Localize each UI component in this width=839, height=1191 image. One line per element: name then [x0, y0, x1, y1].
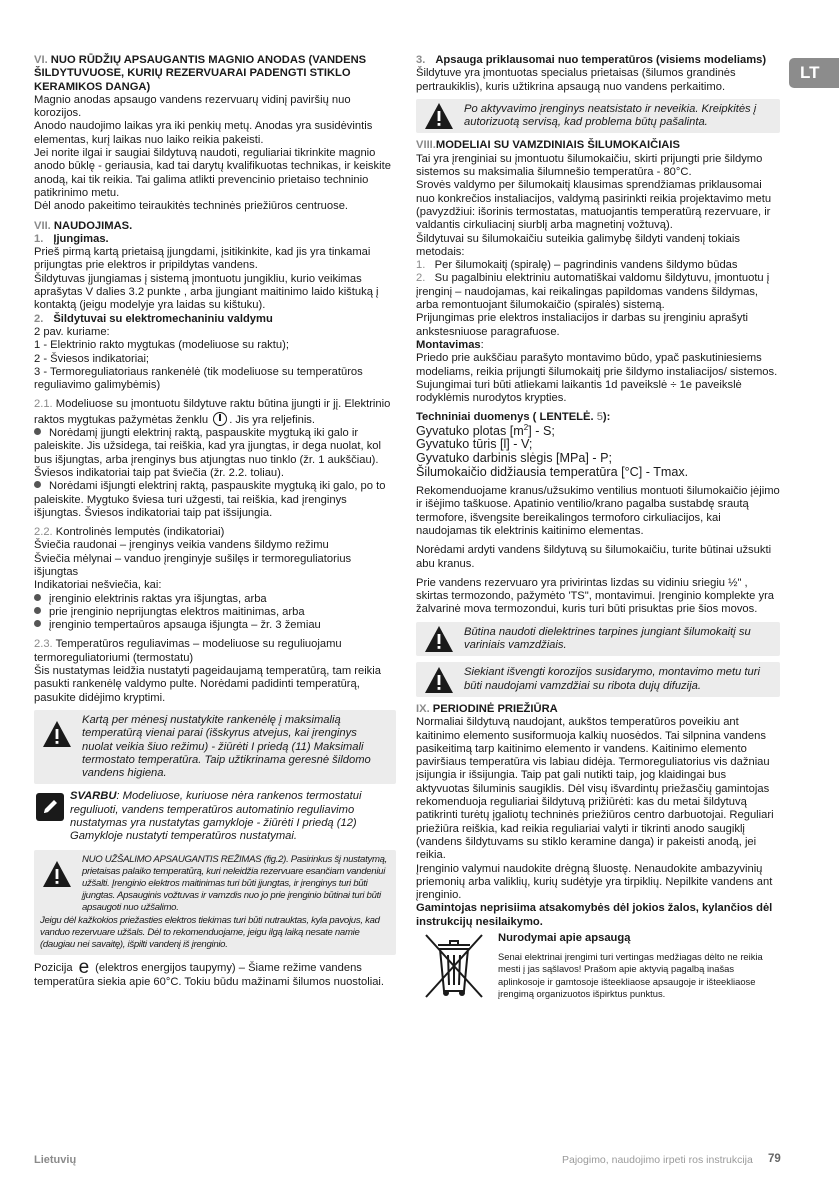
- paragraph: Magnio anodas apsaugo vandens rezervuarų vidinį paviršių nuo korozijos.: [34, 93, 351, 120]
- paragraph: 2.3. Temperatūros reguliavimas – modeliuose su reguliuojamu termoreguliatoriumi (termostatu): [34, 638, 342, 664]
- env-text: Senai elektrinai įrengimi turi vertingas medžiagas dėlto ne reikia mesti į jas sąšlavos! Prašom apie aktyvią pagalbą inašas aplinkosoje ir gamtosoje išteekliaose apsaugoje ir išteekliaose įrengimą organizuotos išpirktus punktus.: [498, 951, 763, 1000]
- bullet-icon: [34, 620, 41, 627]
- bullet-icon: [34, 428, 41, 435]
- paragraph: Šildytuve yra įmontuotas specialus prietaisas (šilumos grandinės pertraukiklis), kuris užtikrina apsaugą nuo vandens perkaitimo.: [416, 67, 736, 93]
- eco-symbol: e: [78, 957, 90, 979]
- footer-language: Lietuvių: [34, 1154, 77, 1166]
- paragraph: Prieš pirmą kartą prietaisą įjungdami, įsitikinkite, kad jis yra tinkamai prijungtas prie elektros ir pripildytas vandens.: [34, 246, 371, 272]
- bullet-icon: [34, 594, 41, 601]
- paragraph: Priedo prie aukščiau parašyto montavimo būdo, ypač paskutiniesiems modeliams, reikia prijungti šilumokaitį prie šildymo instaliacijos/ sistemos. Sujungimai turi būti atliekami laikantis 1d paveikslė ÷ 1e paveikslė rodyklėmis nurodytos krypties.: [416, 352, 778, 405]
- pencil-icon: [36, 793, 64, 821]
- recycling-notice: [416, 931, 780, 1003]
- tech-line: Gyvatuko plotas $[m^2]$ - S;: [416, 422, 555, 438]
- warning-icon: [424, 625, 454, 653]
- paragraph: Normaliai šildytuvą naudojant, aukštos temperatūros poveikiu ant kaitinimo elemento susiformuoja kalkių nuosėdos. Tai silpnina vandens pasikeitimą tarp kaitinimo elemento ir vandens. Kaitinimo elemento paviršiaus temperatūra vis labiau didėja. Termoreguliatorius vis dažniau įsijungia ir išsijungia. Taip pat gali nutikti taip, jog klaidingai bus aktyvuotas šiluminis saugiklis. Dėl visų išvardintų priežasčių gamintojas rekomenduoja reguliariai šildytuvą prižiūrėti: kas du metai šildytuvą patikrinti turėtų įgaliotų techninės priežiūros centro darbuotojai. Reguliari priežiūra reiškia, kad reikia reguliariai valyti ir tikrinti anodo saugiklį (vandens šildytuvams su stiklo keramine danga) ir pakeisti anodą, jei reikia.: [416, 716, 774, 862]
- paragraph: Anodo naudojimo laikas yra iki penkių metų. Anodas yra susidėvintis elementas, kurį laikas nuo laiko reikia pakeisti.: [34, 120, 373, 146]
- warning-icon: [424, 102, 454, 130]
- subheading: Montavimas:: [416, 338, 484, 351]
- section-8-heading: VIII.MODELIAI SU VAMZDINIAIS ŠILUMOKAIČIAIS: [416, 139, 680, 152]
- list-item: įrenginio elektrinis raktas yra išjungtas, arba: [34, 593, 396, 606]
- page-number: 79: [768, 1153, 781, 1165]
- left-column: [34, 54, 396, 989]
- list-item: 2. Su pagalbiniu elektriniu automatiškai valdomu šildytuvu, įmontuotu į įrenginį – naudojamas, kai reikalingas papildomas vandens šildymas, arba remontuojant šilumokaičio (spiralės) sistemą.: [416, 272, 770, 312]
- list-line: Indikatoriai nešviečia, kai:: [34, 579, 162, 592]
- paragraph: Šildytuvas įjungiamas į sistemą įmontuotu jungikliu, kurio veikimas aprašytas V dalies 3.2 punkte , arba įjungiant maitinimo laido kištuką į kontaktą (jeigu modelyje yra laidas su kištuku).: [34, 272, 379, 312]
- subsection-heading: 3. Apsauga priklausomai nuo temperatūros (visiems modeliams): [416, 54, 767, 66]
- list-item: Norėdami išjungti elektrinį raktą, paspauskite mygtuką iki galo, po to paleiskite. Mygtuko šviesa turi užgesti, tai reiškia, kad įrenginys išjungtas. Šviesos indikatoriai taip pat išsijungia.: [34, 480, 386, 519]
- crossed-bin-icon: [416, 931, 492, 1003]
- section-9-heading: IX. PERIODINĖ PRIEŽIŪRA: [416, 702, 558, 715]
- list-line: 2 - Šviesos indikatoriai;: [34, 352, 150, 365]
- paragraph: Rekomenduojame kranus/užsukimo ventilius montuoti šilumokaičio įėjimo ir išėjimo taškuose. Apatinio ventilio/krano pagalba sustabdę srautą termofore, išvengsite bereikalingos termoforo cirkuliacijos, kai naudojamas tik elektrinis kaitinimo elementas.: [416, 485, 780, 537]
- warning-icon: [42, 860, 72, 888]
- list-item: prie įrenginio neprijungtas elektros maitinimas, arba: [34, 606, 396, 619]
- paragraph: Prijungimas prie elektros instaliacijos ir darbas su įrenginiu aprašyti ankstesniuose paragrafuose.: [416, 312, 749, 338]
- list-line: 2 pav. kuriame:: [34, 325, 110, 338]
- env-title: Nurodymai apie apsaugą: [498, 932, 631, 944]
- list-item: Norėdamį įjungti elektrinį raktą, paspauskite mygtuką iki galo ir paleiskite. Jis užsidega, tai reiškia, kad yra įjungtas, ir dega nuolat, kol bus išjungtas, arba įrenginys bus atjungtas nuo tinklo (žr. 1 aukščiau). Šviesos indikatoriai taip pat šviečia (žr. 2.2. toliau).: [34, 427, 381, 479]
- bullet-icon: [34, 481, 41, 488]
- list-line: Šviečia raudonai – įrenginys veikia vandens šildymo režimu: [34, 539, 329, 552]
- list-item: įrenginio tempertaūros apsauga išjungta – žr. 3 žemiau: [34, 619, 396, 632]
- bullet-icon: [34, 607, 41, 614]
- paragraph: 2.2. Kontrolinės lemputės (indikatoriai): [34, 526, 225, 539]
- list-line: 1 - Elektrinio rakto mygtukas (modeliuose su raktu);: [34, 339, 289, 352]
- paragraph: Tai yra įrenginiai su įmontuotu šilumokaičiu, skirti prijungti prie šildymo sistemos su maksimalia šilumnešio temperatūra - 80°C.: [416, 152, 763, 179]
- warning-box: Siekiant išvengti korozijos susidarymo, montavimo metu turi būti naudojami vamzdžiai su ribota dujų difuzija.: [416, 662, 780, 697]
- bold-note: Gamintojas neprisiima atsakomybės dėl jokios žalos, kylančios dėl instrukcijų nesilaikymo.: [416, 902, 773, 928]
- power-icon: [213, 412, 227, 426]
- tech-line: Gyvatuko tūris [l] - V;: [416, 437, 533, 452]
- section-6-heading: VI. NUO RŪDŽIŲ APSAUGANTIS MAGNIO ANODAS (VANDENS ŠILDYTUVUOSE, KURIŲ REZERVUARAI PADENGTI STIKLO KERAMIKOS DANGA): [34, 54, 367, 93]
- footer-title: Pajogimo, naudojimo irpeti ros instrukcija: [562, 1154, 753, 1166]
- section-7-heading: VII. NAUDOJIMAS.: [34, 219, 133, 232]
- paragraph: Įrenginio valymui naudokite drėgną šluostę. Nenaudokite ambazyvinių priemonių arba valiklių, kurių sudėtyje yra tirpiklių. Nepilkite vandens ant įrenginio.: [416, 862, 773, 902]
- list-line: 3 - Termoreguliatoriaus rankenėlė (tik modeliuose su temperatūros reguliavimo galimybėmis): [34, 365, 363, 392]
- paragraph: Pozicija e (elektros energijos taupymy) – Šiame režime vandens temperatūra siekia apie 60°C. Tokiu būdu mažinami šilumos nuostoliai.: [34, 957, 385, 988]
- subheading: Techniniai duomenys ( LENTELĖ. 5):: [416, 411, 611, 424]
- paragraph: Srovės valdymo per šilumokaitį klausimas sprendžiamas priklausomai nuo konkrečios instaliacijos, valdymą pasirinkti reikia projektavimo metu (pavyzdžiui: išorinis termostatas, matuojantis temperatūrą rezervuare, ir valdantis cirkuliacinį siurblį arba magnetinį vožtuvą).: [416, 179, 772, 232]
- warning-box: Kartą per mėnesį nustatykite rankenėlę į maksimalią temperatūrą vienai parai (išskyrus atvejus, kai įrenginys nuolat veikia šiuo režimu) - žiūrėti I priedą (11) Maksimali termostato temperatūra. Taip užtikrinama geresnė šildomo vandens higiena.: [34, 710, 396, 784]
- warning-icon: [42, 720, 72, 748]
- paragraph: Norėdami ardyti vandens šildytuvą su šilumokaičiu, turite būtinai užsukti abu kranus.: [416, 544, 772, 570]
- warning-icon: [424, 666, 454, 694]
- subsection-heading: 2. Šildytuvai su elektromechaniniu valdymu: [34, 312, 273, 325]
- tech-line: Šilumokaičio didžiausia temperatūra [°C] - Tmax.: [416, 464, 689, 479]
- list-item: 1. Per šilumokaitį (spiralę) – pagrindinis vandens šildymo būdas: [416, 259, 738, 272]
- paragraph: Šis nustatymas leidžia nustatyti pageidaujamą temperatūrą, tam reikia pasukti rankenėlę valdymo pulte. Norėdami padidinti temperatūrą, pasukite didėjimo kryptimi.: [34, 665, 381, 704]
- paragraph: Prie vandens rezervuaro yra privirintas lizdas su vidiniu sriegiu ½" , skirtas termozondo, pažymėto 'TS", montavimui. Įrenginio komplekte yra žalvarinė mova termozondui, kuris turi būti prisuktas prie šios movos.: [416, 576, 775, 616]
- paragraph: Jei norite ilgai ir saugiai šildytuvą naudoti, reguliariai tikrinkite magnio anodo būklę - geriausia, kad tai darytų kvalifikuotas technikas, ir keiskite anodą, kai tik reikia. Tai galima atlikti prevencinio prietaiso techninio patikrinimo metu.: [34, 147, 391, 199]
- language-tab: LT: [789, 58, 839, 88]
- important-note: SVARBU: Modeliuose, kuriuose nėra rankenos termostatui reguliuoti, vandens temperatūros automatinio reguliavimo nustatymas yra nustatytas gamykloje - žiūrėti I priedą (12) Gamykloje nustatyti temperatūros nustatymai.: [34, 790, 396, 843]
- paragraph: Šildytuvai su šilumokaičiu suteikia galimybę šildyti vandenį tokiais metodais:: [416, 232, 740, 258]
- paragraph: 2.1. Modeliuose su įmontuotu šildytuve raktu būtina įjungti ir jį. Elektrinio raktos mygtukas pažymėtas ženklu . Jis yra reljefinis.: [34, 398, 391, 426]
- warning-box: Būtina naudoti dielektrines tarpines jungiant šilumokaitį su variniais vamzdžiais.: [416, 622, 780, 657]
- list-line: Šviečia mėlynai – vanduo įrenginyje sušilęs ir termoreguliatorius išjungtas: [34, 552, 352, 578]
- tech-line: Gyvatuko darbinis slėgis [MPa] - P;: [416, 450, 612, 465]
- subsection-heading: 1. Įjungimas.: [34, 232, 109, 245]
- paragraph: Dėl anodo pakeitimo teiraukitės techninės priežiūros centruose.: [34, 200, 349, 213]
- warning-box: NUO UŽŠALIMO APSAUGANTIS REŽIMAS (fig.2). Pasirinkus šį nustatymą, prietaisas palaiko temperatūrą, kuri neleidžia rezervuare esančiam vandeniui užšalti. Įrenginio elektros maitinimas turi būti įjungtas, ir įrenginys turi būti įjungtas. Apsauginis vožtuvas ir vamzdis nuo jo prie įrenginio būtinai turi būti apsaugoti nuo užšalimo. Jeigu dėl kažkokios priežasties elektros tiekimas turi būti nutrauktas, kyla pavojus, kad vanduo rezervuare užšals. Dėl to rekomenduojame, jeigu ilgą laiką nesate namie (daugiau nei savaitę), išpilti vandenį iš įrenginio.: [34, 850, 396, 956]
- right-column: [416, 54, 780, 1003]
- warning-box: Po aktyvavimo įrenginys neatsistato ir neveikia. Kreipkitės į autorizuotą servisą, kad problema būtų pašalinta.: [416, 99, 780, 134]
